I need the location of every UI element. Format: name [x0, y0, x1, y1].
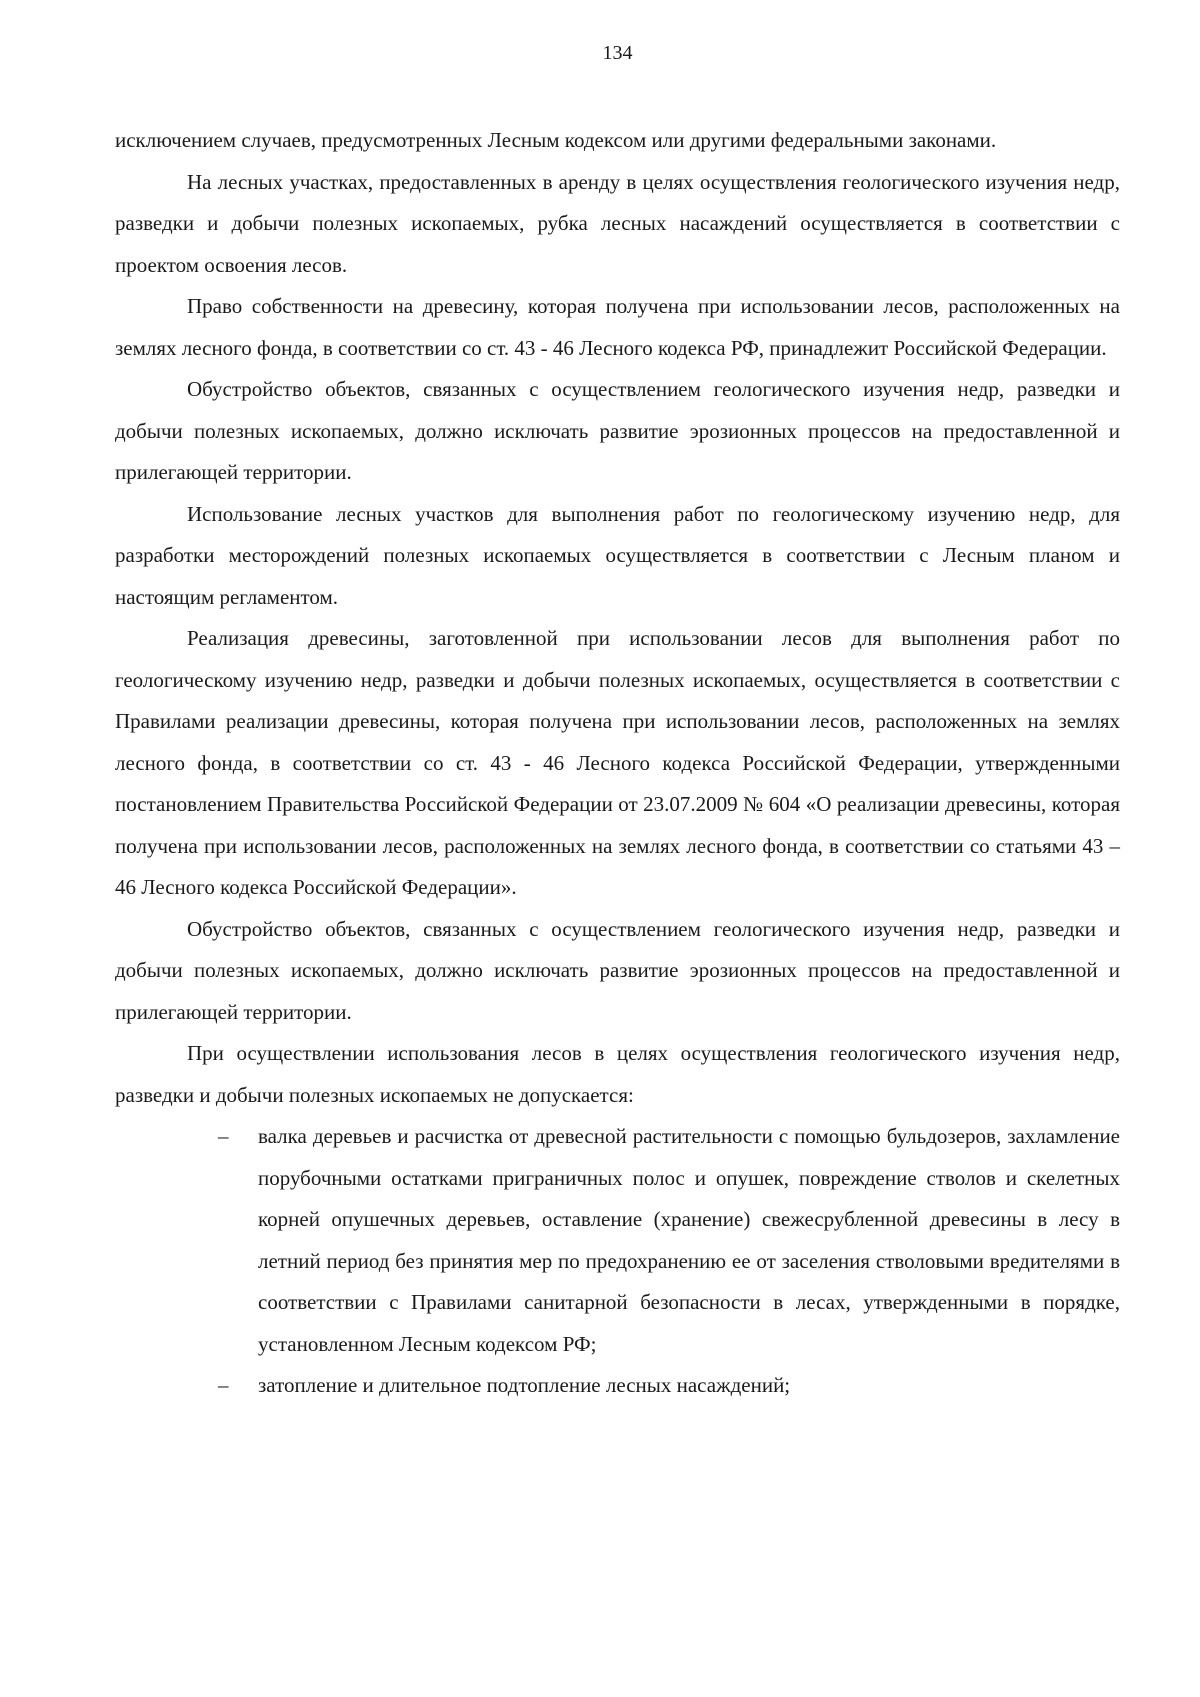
paragraph: При осуществлении использования лесов в целях осуществления геологического изучения недр, разведки и добычи полезных ископаемых не допускается: — [115, 1041, 1120, 1107]
paragraph: Право собственности на древесину, которая получена при использовании лесов, расположенных на землях лесного фонда, в соответствии со ст. 43 - 46 Лесного кодекса РФ, принадлежит Российской Федерации. — [115, 294, 1120, 360]
list-dash-marker: – — [218, 1373, 229, 1397]
paragraph: Реализация древесины, заготовленной при использовании лесов для выполнения работ по геологическому изучению недр, разведки и добычи полезных ископаемых, осуществляется в соответствии с Правилами реализации древесины, которая получена при использовании лесов, расположенных на землях лесного фонда, в соответствии со ст. 43 - 46 Лесного кодекса Российской Федерации, утвержденными постановлением Правительства Российской Федерации от 23.07.2009 № 604 «О реализации древесины, которая получена при использовании лесов, расположенных на землях лесного фонда, в соответствии со статьями 43 – 46 Лесного кодекса Российской Федерации». — [115, 626, 1120, 899]
list-item — [218, 1365, 1120, 1407]
paragraph: На лесных участках, предоставленных в аренду в целях осуществления геологического изучения недр, разведки и добычи полезных ископаемых, рубка лесных насаждений осуществляется в соответствии с проектом освоения лесов. — [115, 169, 1120, 277]
list-item-text: валка деревьев и расчистка от древесной растительности с помощью бульдозеров, захламление порубочными остатками приграничных полос и опушек, повреждение стволов и скелетных корней опушечных деревьев, оставление (хранение) свежесрубленной древесины в лесу в летний период без принятия мер по предохранению ее от заселения стволовыми вредителями в соответствии с Правилами санитарной безопасности в лесах, утвержденными в порядке, установленном Лесным кодексом РФ; — [258, 1124, 1120, 1356]
prohibition-list — [115, 1116, 1120, 1407]
paragraph: исключением случаев, предусмотренных Лесным кодексом или другими федеральными законами. — [115, 128, 997, 152]
paragraph: Обустройство объектов, связанных с осуществлением геологического изучения недр, разведки и добычи полезных ископаемых, должно исключать развитие эрозионных процессов на предоставленной и прилегающей территории. — [115, 916, 1120, 1024]
page-number: 134 — [602, 42, 633, 64]
paragraph: Обустройство объектов, связанных с осуществлением геологического изучения недр, разведки и добычи полезных ископаемых, должно исключать развитие эрозионных процессов на предоставленной и прилегающей территории. — [115, 377, 1120, 484]
list-item — [218, 1116, 1120, 1365]
paragraph: Использование лесных участков для выполнения работ по геологическому изучению недр, для разработки месторождений полезных ископаемых осуществляется в соответствии с Лесным планом и настоящим регламентом. — [115, 501, 1120, 609]
list-item-text: затопление и длительное подтопление лесных насаждений; — [258, 1373, 791, 1397]
list-dash-marker: – — [218, 1124, 229, 1148]
